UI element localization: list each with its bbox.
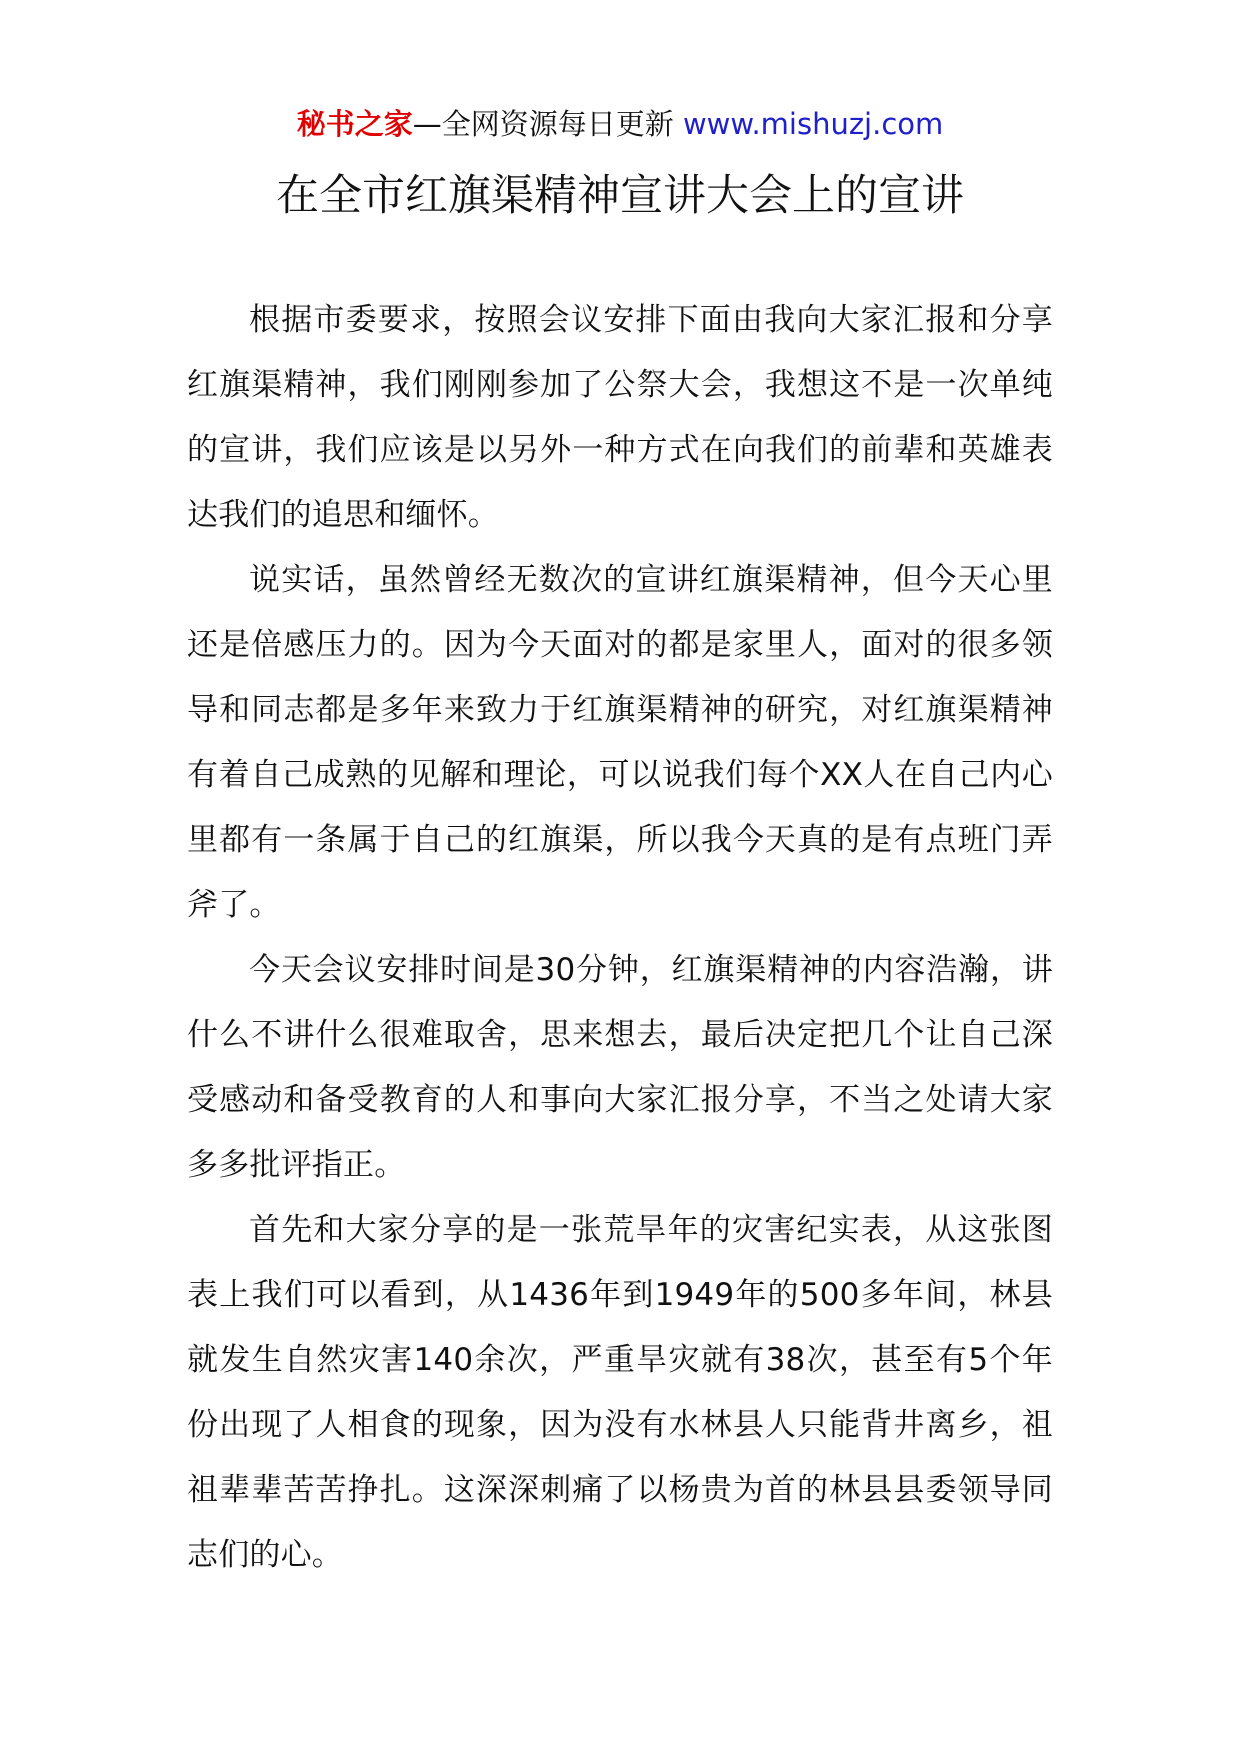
site-brand: 秘书之家	[296, 107, 413, 141]
paragraph-1: 根据市委要求，按照会议安排下面由我向大家汇报和分享红旗渠精神，我们刚刚参加了公祭大会，我想这不是一次单纯的宣讲，我们应该是以另外一种方式在向我们的前辈和英雄表达我们的追思和缅怀。	[187, 302, 1053, 533]
document-title: 在全市红旗渠精神宣讲大会上的宣讲	[276, 171, 964, 221]
site-slogan: —全网资源每日更新	[412, 107, 674, 141]
paragraph-4: 首先和大家分享的是一张荒旱年的灾害纪实表，从这张图表上我们可以看到，从1436年到1949年的500多年间，林县就发生自然灾害140余次，严重旱灾就有38次，甚至有5个年份出现了人相食的现象，因为没有水林县人只能背井离乡，祖祖辈辈苦苦挣扎。这深深刺痛了以杨贵为首的林县县委领导同志们的心。	[187, 1212, 1053, 1573]
document-body	[187, 288, 1053, 1588]
paragraph-3: 今天会议安排时间是30分钟，红旗渠精神的内容浩瀚，讲什么不讲什么很难取舍，思来想去，最后决定把几个让自己深受感动和备受教育的人和事向大家汇报分享，不当之处请大家多多批评指正。	[187, 952, 1053, 1183]
site-header	[0, 104, 1240, 144]
paragraph-2: 说实话，虽然曾经无数次的宣讲红旗渠精神，但今天心里还是倍感压力的。因为今天面对的都是家里人，面对的很多领导和同志都是多年来致力于红旗渠精神的研究，对红旗渠精神有着自己成熟的见解和理论，可以说我们每个XX人在自己内心里都有一条属于自己的红旗渠，所以我今天真的是有点班门弄斧了。	[187, 562, 1053, 923]
site-url-link[interactable]: www.mishuzj.com	[682, 107, 944, 141]
